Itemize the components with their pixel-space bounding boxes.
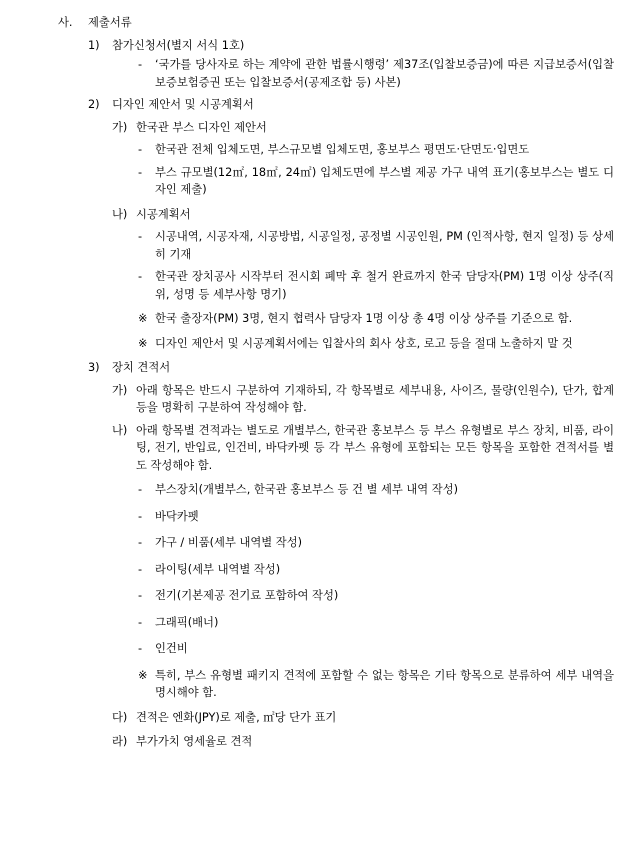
- list-marker: -: [138, 589, 143, 602]
- list-item-text: ‘국가를 당사자로 하는 계약에 관한 법률시행령’ 제37조(입찰보증금)에 따른 지급보증서(입찰보증보험증권 또는 입찰보증서(공제조합 등) 사본): [155, 58, 614, 89]
- list-item-2: [88, 96, 614, 114]
- list-item-text: 부스장치(개별부스, 한국관 홍보부스 등 건 별 세부 내역 작성): [155, 483, 459, 496]
- list-item-3-b-7: [138, 640, 614, 658]
- note-marker: ※: [138, 336, 148, 350]
- section-marker: 사.: [58, 16, 73, 29]
- list-item-3: [88, 359, 614, 377]
- list-item-2-b-1: [138, 228, 614, 263]
- list-marker: -: [138, 562, 143, 576]
- section-heading: [58, 14, 614, 32]
- note-2-b-2: [138, 335, 614, 353]
- list-item-text: 라이팅(세부 내역별 작성): [155, 562, 281, 576]
- list-marker: 나): [112, 423, 128, 437]
- list-marker: -: [138, 536, 143, 549]
- list-item-2-b-2: [138, 268, 614, 303]
- list-item-1: [88, 37, 614, 55]
- list-item-text: 바닥카펫: [155, 509, 199, 523]
- list-marker: 나): [112, 207, 128, 221]
- note-text: 디자인 제안서 및 시공계획서에는 입찰사의 회사 상호, 로고 등을 절대 노출하지 말 것: [155, 336, 573, 350]
- list-item-text: 부가가치 영세율로 견적: [136, 735, 253, 748]
- list-item-text: 디자인 제안서 및 시공계획서: [112, 98, 254, 111]
- list-item-text: 전기(기본제공 전기료 포함하여 작성): [155, 589, 339, 602]
- list-item-3-b-2: [138, 508, 614, 526]
- list-item-2-a-2: [138, 164, 614, 199]
- list-marker: -: [138, 143, 143, 156]
- note-3-b-1: [138, 667, 614, 702]
- list-marker: 가): [112, 383, 128, 397]
- list-marker: -: [138, 509, 143, 523]
- list-item-text: 시공계획서: [136, 207, 191, 221]
- list-marker: 가): [112, 120, 128, 134]
- note-text: 특히, 부스 유형별 패키지 견적에 포함할 수 없는 항목은 기타 항목으로 분류하여 세부 내역을 명시해야 함.: [155, 668, 614, 699]
- note-text: 한국 출장자(PM) 3명, 현지 협력사 담당자 1명 이상 총 4명 이상 상주를 기준으로 함.: [155, 312, 573, 325]
- list-item-2-a: [112, 119, 614, 137]
- list-marker: 2): [88, 98, 100, 111]
- list-item-3-b-6: [138, 614, 614, 632]
- list-item-text: 부스 규모별(12㎡, 18㎡, 24㎡) 입체도면에 부스별 제공 가구 내역 표기(홍보부스는 별도 디자인 제출): [155, 165, 614, 196]
- list-item-3-c: [112, 709, 614, 727]
- list-marker: -: [138, 615, 143, 629]
- list-marker: 1): [88, 38, 100, 52]
- list-item-3-b-5: [138, 587, 614, 605]
- list-item-text: 견적은 엔화(JPY)로 제출, ㎡당 단가 표기: [136, 710, 337, 724]
- list-marker: 3): [88, 361, 100, 374]
- list-item-text: 인건비: [155, 642, 188, 655]
- list-item-2-a-1: [138, 141, 614, 159]
- list-item-text: 가구 / 비품(세부 내역별 작성): [155, 536, 303, 549]
- list-item-3-b-3: [138, 534, 614, 552]
- list-item-3-b: [112, 422, 614, 475]
- list-item-text: 시공내역, 시공자재, 시공방법, 시공일정, 공정별 시공인원, PM (인적사항, 현지 일정) 등 상세히 기재: [155, 230, 614, 261]
- list-item-text: 장치 견적서: [112, 361, 171, 374]
- list-marker: -: [138, 58, 143, 71]
- list-item-text: 한국관 부스 디자인 제안서: [136, 120, 267, 134]
- list-marker: 다): [112, 710, 128, 724]
- list-item-text: 그래픽(배너): [155, 615, 219, 629]
- list-marker: -: [138, 270, 143, 283]
- list-item-3-d: [112, 733, 614, 751]
- list-item-1-sub-1: [138, 56, 614, 91]
- list-item-2-b: [112, 206, 614, 224]
- list-marker: 라): [112, 735, 128, 748]
- list-item-text: 아래 항목별 견적과는 별도로 개별부스, 한국관 홍보부스 등 부스 유형별로 부스 장치, 비품, 라이팅, 전기, 반입료, 인건비, 바닥카펫 등 각 부스 유형에 포함되는 모든 항목을 포함한 견적서를 별도 작성해야 함.: [136, 423, 614, 472]
- note-2-b-1: [138, 310, 614, 328]
- list-marker: -: [138, 642, 143, 655]
- list-item-text: 한국관 전체 입체도면, 부스규모별 입체도면, 홍보부스 평면도·단면도·입면도: [155, 143, 530, 156]
- list-marker: -: [138, 165, 143, 179]
- note-marker: ※: [138, 668, 148, 682]
- list-item-3-b-1: [138, 481, 614, 499]
- list-item-text: 아래 항목은 반드시 구분하여 기재하되, 각 항목별로 세부내용, 사이즈, 물량(인원수), 단가, 합계 등을 명확히 구분하여 작성해야 함.: [136, 383, 614, 414]
- list-item-3-a: [112, 382, 614, 417]
- list-item-3-b-4: [138, 561, 614, 579]
- list-item-text: 참가신청서(별지 서식 1호): [112, 38, 245, 52]
- list-marker: -: [138, 483, 143, 496]
- note-marker: ※: [138, 312, 148, 325]
- list-item-text: 한국관 장치공사 시작부터 전시회 폐막 후 철거 완료까지 한국 담당자(PM) 1명 이상 상주(직위, 성명 등 세부사항 명기): [155, 270, 614, 301]
- section-title: 제출서류: [88, 16, 132, 29]
- list-marker: -: [138, 230, 143, 243]
